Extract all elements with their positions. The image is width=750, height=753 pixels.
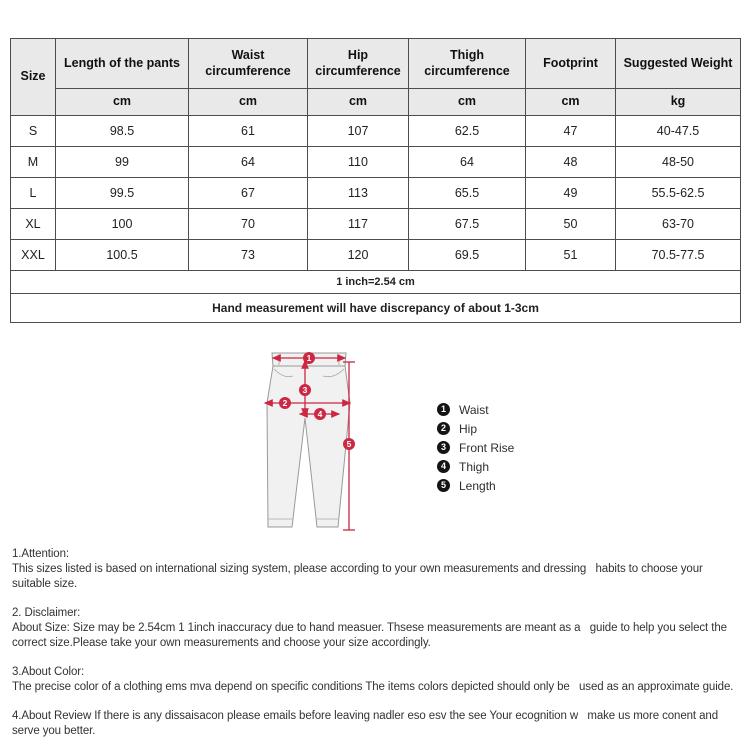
- cell-footprint: 47: [526, 116, 616, 147]
- col-header-weight: Suggested Weight: [616, 39, 741, 89]
- unit-length: cm: [56, 89, 189, 116]
- legend-label: Hip: [459, 421, 478, 436]
- table-unit-row: [11, 89, 741, 116]
- cell-thigh: 69.5: [409, 240, 526, 271]
- legend-item-front-rise: [437, 438, 514, 457]
- note-title: 1.Attention:: [12, 548, 69, 560]
- note-body: About Size: Size may be 2.54cm 1 1inch inaccuracy due to hand measuer. Thsese measurements are meant as a guide to help you select the correct size.Please take your own measurements and choose your size accordingly.: [12, 622, 731, 649]
- cell-length: 99.5: [56, 178, 189, 209]
- cell-weight: 40-47.5: [616, 116, 741, 147]
- notes-section: [12, 547, 742, 753]
- cell-thigh: 65.5: [409, 178, 526, 209]
- cell-thigh: 64: [409, 147, 526, 178]
- unit-waist: cm: [189, 89, 308, 116]
- cell-length: 100: [56, 209, 189, 240]
- cell-waist: 70: [189, 209, 308, 240]
- cell-size: XXL: [11, 240, 56, 271]
- legend-label: Waist: [459, 402, 489, 417]
- table-row-l: [11, 178, 741, 209]
- cell-length: 100.5: [56, 240, 189, 271]
- cell-hip: 107: [308, 116, 409, 147]
- legend-label: Front Rise: [459, 440, 515, 455]
- cell-weight: 70.5-77.5: [616, 240, 741, 271]
- marker-5-length: 5: [346, 439, 352, 449]
- note-body: This sizes listed is based on international sizing system, please according to your own measurements and dressing habits to choose your suitable size.: [12, 563, 706, 590]
- cell-hip: 113: [308, 178, 409, 209]
- cell-waist: 67: [189, 178, 308, 209]
- unit-footprint: cm: [526, 89, 616, 116]
- note-about-color: [12, 665, 742, 695]
- cell-weight: 63-70: [616, 209, 741, 240]
- marker-1-waist: 1: [306, 353, 312, 363]
- legend-number-icon: 4: [437, 460, 450, 473]
- cell-thigh: 67.5: [409, 209, 526, 240]
- col-header-length: Length of the pants: [56, 39, 189, 89]
- note-body: The precise color of a clothing ems mva depend on specific conditions The items colors depicted should only be used as an approximate guide.: [12, 681, 734, 693]
- table-row-m: [11, 147, 741, 178]
- pants-illustration-icon: [250, 346, 365, 541]
- cell-waist: 61: [189, 116, 308, 147]
- cell-hip: 117: [308, 209, 409, 240]
- table-footnote-row: [11, 294, 741, 323]
- cell-footprint: 48: [526, 147, 616, 178]
- legend-item-waist: [437, 400, 514, 419]
- inch-conversion-note: 1 inch=2.54 cm: [11, 271, 741, 294]
- cell-hip: 110: [308, 147, 409, 178]
- marker-3-front-rise: 3: [302, 385, 308, 395]
- hand-measurement-note: Hand measurement will have discrepancy of about 1-3cm: [11, 294, 741, 323]
- cell-weight: 55.5-62.5: [616, 178, 741, 209]
- note-attention: [12, 547, 742, 592]
- diagram-legend: [437, 400, 514, 495]
- cell-size: L: [11, 178, 56, 209]
- table-row-xxl: [11, 240, 741, 271]
- cell-length: 99: [56, 147, 189, 178]
- note-title: 2. Disclaimer:: [12, 607, 81, 619]
- note-title: 3.About Color:: [12, 666, 85, 678]
- unit-thigh: cm: [409, 89, 526, 116]
- unit-weight: kg: [616, 89, 741, 116]
- cell-waist: 73: [189, 240, 308, 271]
- col-header-thigh: Thigh circumference: [409, 39, 526, 89]
- legend-number-icon: 1: [437, 403, 450, 416]
- note-disclaimer: [12, 606, 742, 651]
- cell-hip: 120: [308, 240, 409, 271]
- cell-size: M: [11, 147, 56, 178]
- legend-label: Thigh: [459, 459, 490, 474]
- legend-item-hip: [437, 419, 514, 438]
- table-row-s: [11, 116, 741, 147]
- measurement-diagram: [0, 344, 750, 546]
- legend-number-icon: 2: [437, 422, 450, 435]
- table-footnote-row: [11, 271, 741, 294]
- marker-2-hip: 2: [282, 398, 288, 408]
- legend-item-thigh: [437, 457, 514, 476]
- cell-footprint: 50: [526, 209, 616, 240]
- legend-number-icon: 5: [437, 479, 450, 492]
- unit-hip: cm: [308, 89, 409, 116]
- cell-size: S: [11, 116, 56, 147]
- cell-thigh: 62.5: [409, 116, 526, 147]
- col-header-size: Size: [11, 39, 56, 116]
- cell-footprint: 51: [526, 240, 616, 271]
- cell-footprint: 49: [526, 178, 616, 209]
- legend-number-icon: 3: [437, 441, 450, 454]
- cell-waist: 64: [189, 147, 308, 178]
- legend-item-length: [437, 476, 514, 495]
- cell-weight: 48-50: [616, 147, 741, 178]
- cell-size: XL: [11, 209, 56, 240]
- col-header-hip: Hip circumference: [308, 39, 409, 89]
- note-about-review: [12, 709, 742, 739]
- table-header-row: [11, 39, 741, 89]
- col-header-waist: Waist circumference: [189, 39, 308, 89]
- table-row-xl: [11, 209, 741, 240]
- cell-length: 98.5: [56, 116, 189, 147]
- pants-outline: [267, 353, 350, 527]
- size-table: [10, 38, 741, 323]
- legend-label: Length: [459, 478, 496, 493]
- marker-4-thigh: 4: [317, 409, 323, 419]
- col-header-footprint: Footprint: [526, 39, 616, 89]
- note-body: 4.About Review If there is any dissaisacon please emails before leaving nadler eso esv the see Your ecognition w make us more conent and serve you better.: [12, 710, 722, 737]
